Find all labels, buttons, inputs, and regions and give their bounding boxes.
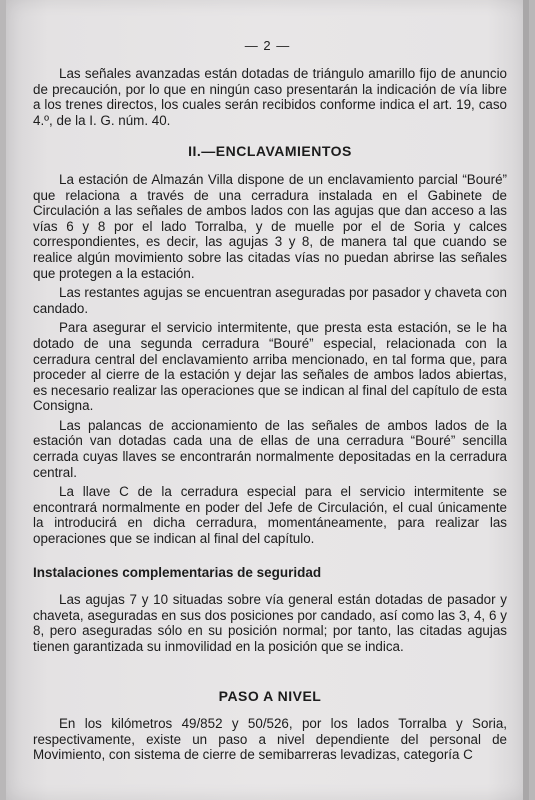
enclavamientos-paragraph: Las restantes agujas se encuentran aseguradas por pasador y chaveta con candado. [33, 285, 507, 316]
enclavamientos-paragraph: La llave C de la cerradura especial para el servicio intermitente se encontrará normalmente en poder del Jefe de Circulación, el cual únicamente la introducirá en dicha cerradura, momentáneamente, para realizar las operaciones que se indican al final del capítulo. [33, 484, 507, 547]
enclavamientos-paragraph: La estación de Almazán Villa dispone de un enclavamiento parcial “Bouré” que relaciona a través de una cerradura instalada en el Gabinete de Circulación a las señales de ambos lados con las agujas que dan acceso a las vías 6 y 8 por el lado Torralba, y de muelle por el de Soria y calces correspondientes, es decir, las agujas 3 y 8, de manera tal que cuando se realice algún movimiento sobre las citadas vías no puedan abrirse las señales que protegen a la estación. [33, 171, 507, 281]
document-body [33, 66, 507, 767]
instalaciones-paragraph: Las agujas 7 y 10 situadas sobre vía general están dotadas de pasador y chaveta, aseguradas en sus dos posiciones por candado, así como las 3, 4, 6 y 8, pero aseguradas sólo en su posición normal; por tanto, las citadas agujas tienen garantizada su inmovilidad en la posición que se indica. [33, 592, 507, 654]
paso-a-nivel-paragraph: En los kilómetros 49/852 y 50/526, por los lados Torralba y Soria, respectivamente, existe un paso a nivel dependiente del personal de Movimiento, con sistema de cierre de semibarreras levadizas, categoría C [33, 716, 507, 763]
page-edge [523, 0, 529, 800]
section-heading-instalaciones: Instalaciones complementarias de seguridad [33, 564, 322, 580]
page-number: — 2 — [244, 38, 291, 53]
intro-paragraph: Las señales avanzadas están dotadas de triángulo amarillo fijo de anuncio de precaución, por lo que en ningún caso presentarán la indicación de vía libre a los trenes directos, los cuales serán recibidos conforme indica el art. 19, caso 4.º, de la I. G. núm. 40. [33, 66, 507, 128]
enclavamientos-paragraph: Para asegurar el servicio intermitente, que presta esta estación, se le ha dotado de una segunda cerradura “Bouré” especial, relacionada con la cerradura central del enclavamiento arriba mencionado, en tal forma que, para proceder al cierre de la estación y dejar las señales de ambos lados abiertas, es necesario realizar las operaciones que se indican al final del capítulo de esta Consigna. [33, 320, 507, 414]
section-heading-enclavamientos: II.—ENCLAVAMIENTOS [188, 143, 352, 160]
enclavamientos-paragraph: Las palancas de accionamiento de las señales de ambos lados de la estación van dotadas cada una de ellas de una cerradura “Bouré” sencilla cerrada cuyas llaves se encontrarán normalmente depositadas en la cerradura central. [33, 417, 507, 480]
section-heading-paso-a-nivel: PASO A NIVEL [218, 687, 322, 704]
